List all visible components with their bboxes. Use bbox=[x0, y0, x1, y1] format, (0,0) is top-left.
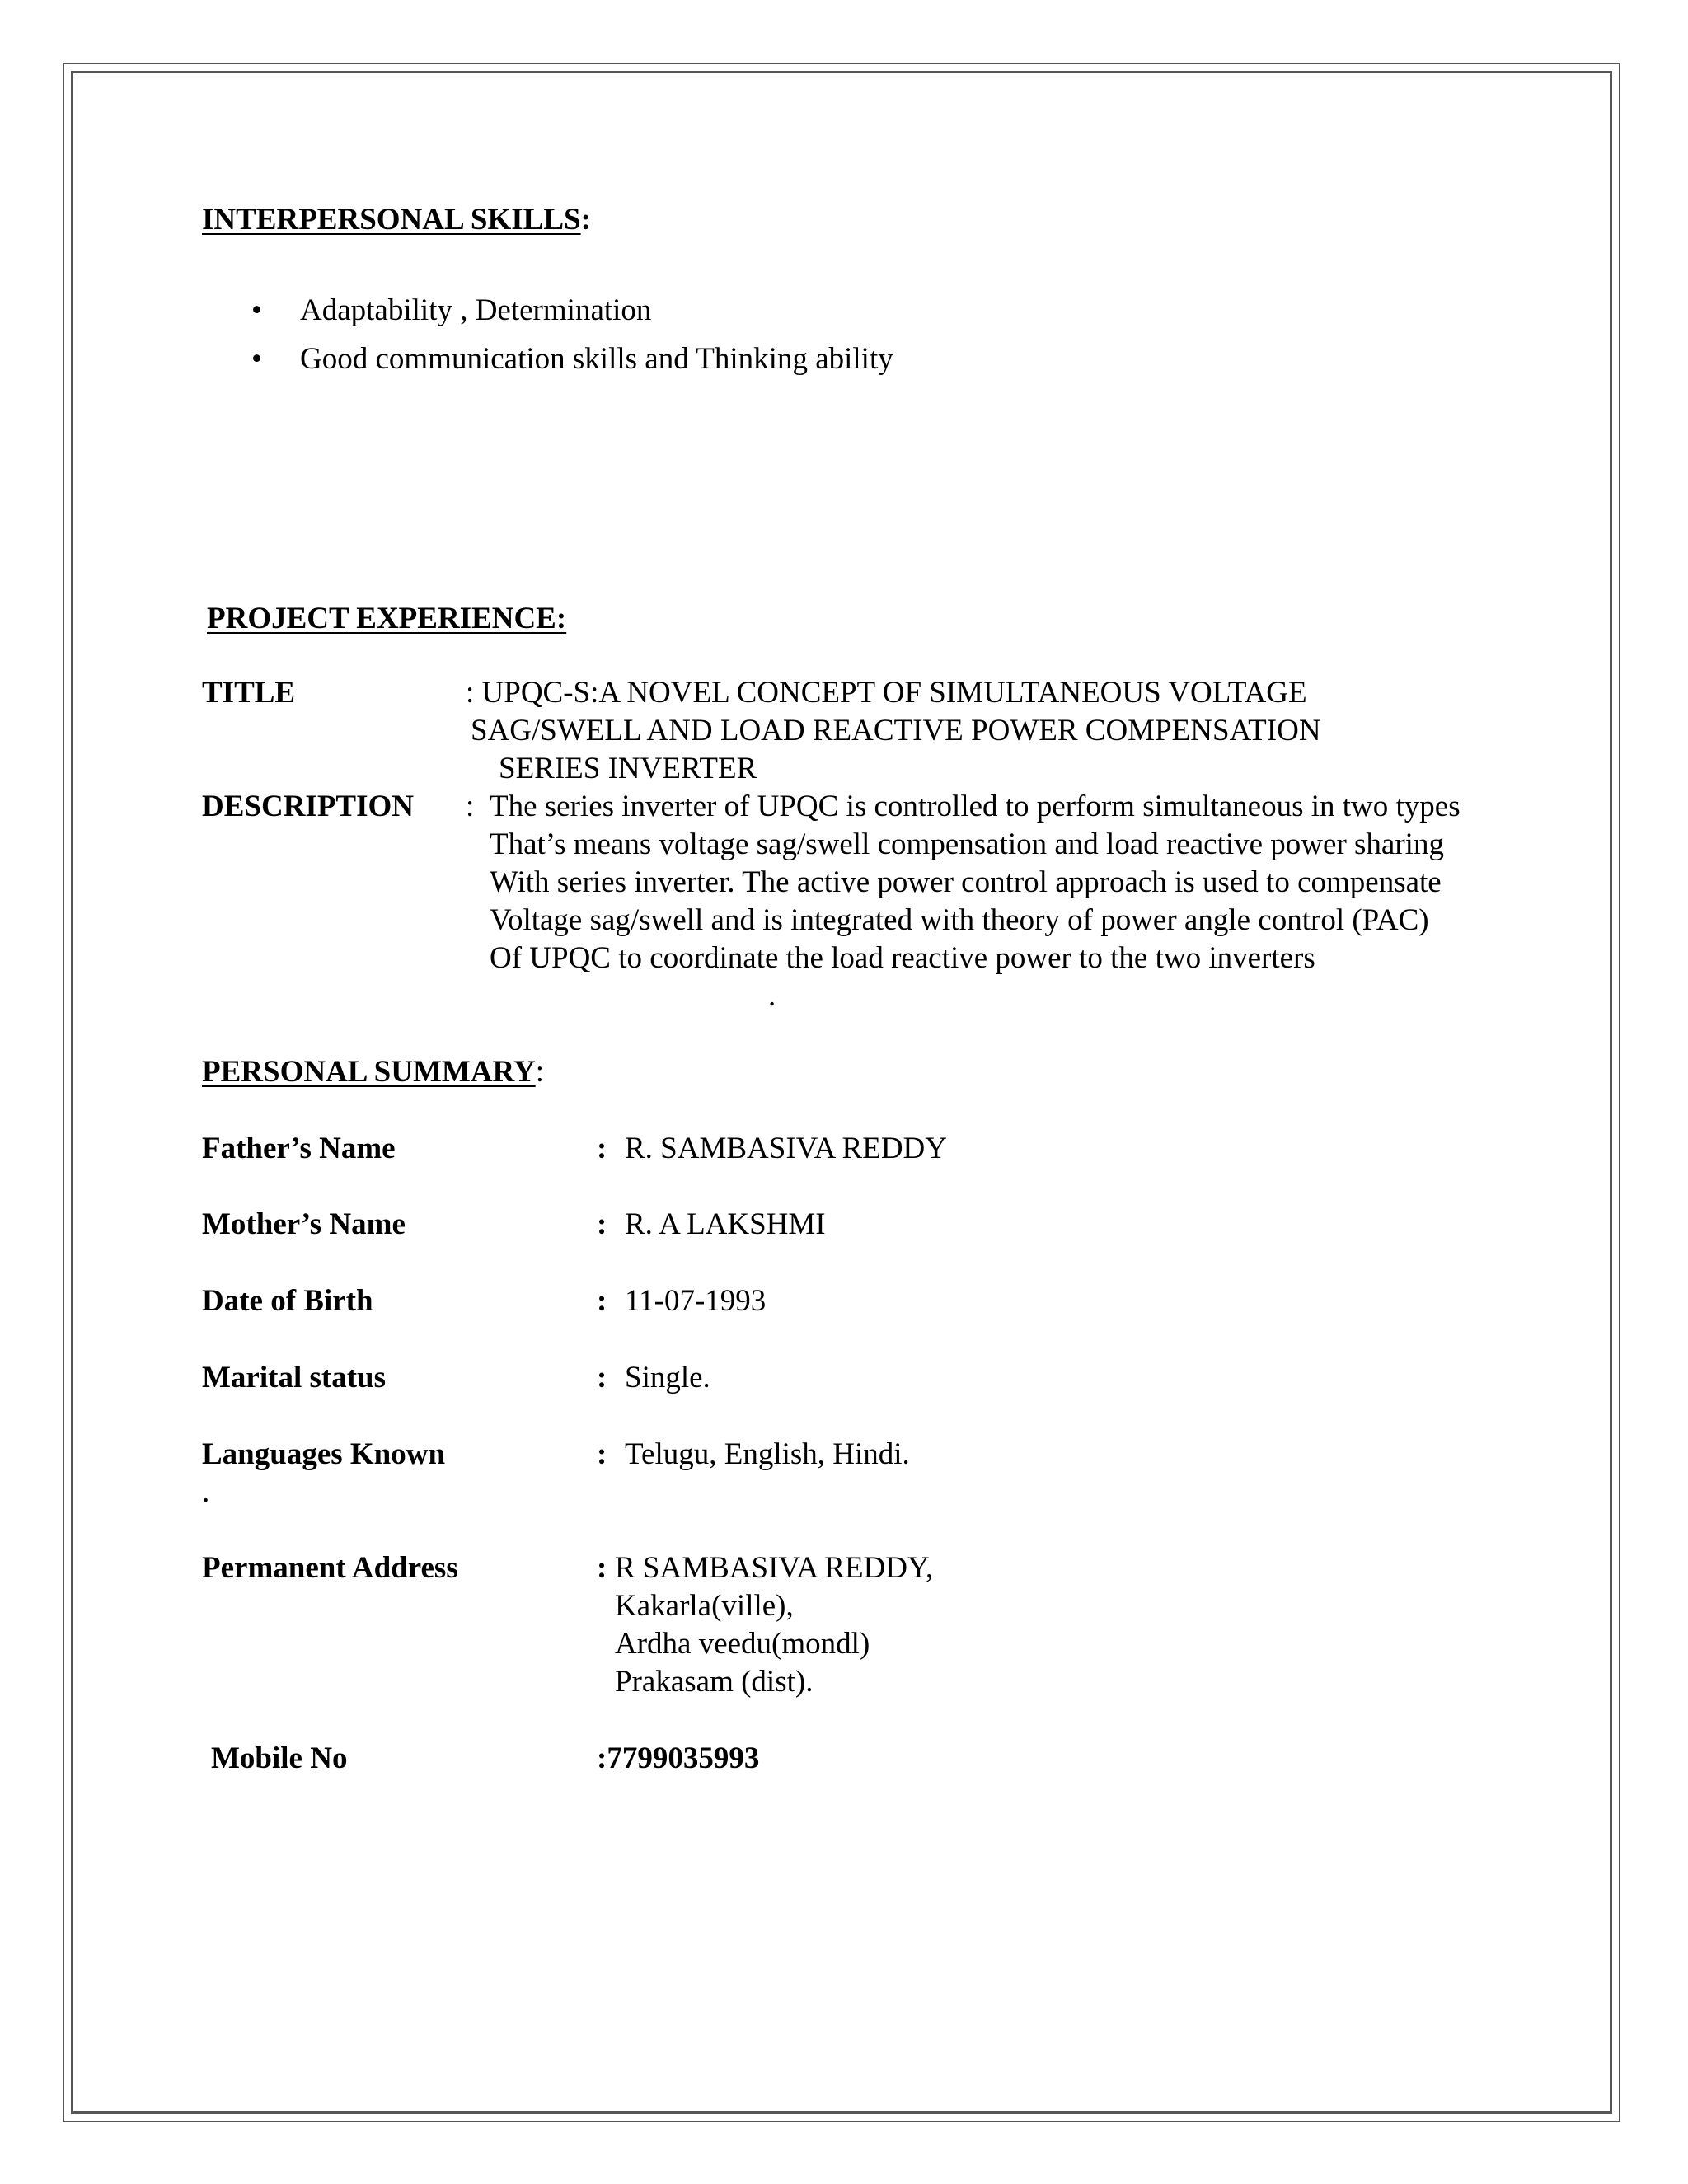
address-line: R SAMBASIVA REDDY, bbox=[615, 1551, 934, 1585]
field-colon: : bbox=[597, 1437, 607, 1471]
field-colon: : bbox=[597, 1284, 607, 1318]
mobile-no-value: :7799035993 bbox=[597, 1741, 760, 1775]
project-title-label: TITLE bbox=[202, 676, 296, 710]
project-description-line: Of UPQC to coordinate the load reactive power to the two inverters bbox=[490, 941, 1315, 975]
project-title-line: SERIES INVERTER bbox=[499, 752, 757, 785]
address-line: Prakasam (dist). bbox=[615, 1665, 814, 1699]
project-description-line: With series inverter. The active power control approach is used to compensate bbox=[490, 865, 1442, 899]
skill-item: Adaptability , Determination bbox=[300, 293, 652, 327]
bullet-icon: • bbox=[251, 293, 262, 327]
skill-item: Good communication skills and Thinking ability bbox=[300, 342, 893, 376]
languages-known-label: Languages Known bbox=[202, 1437, 446, 1471]
fathers-name-label: Father’s Name bbox=[202, 1132, 396, 1165]
personal-heading-colon: : bbox=[535, 1055, 544, 1089]
personal-heading-text: PERSONAL SUMMARY bbox=[202, 1055, 536, 1089]
project-title-line: : UPQC-S:A NOVEL CONCEPT OF SIMULTANEOUS VOLTAGE bbox=[466, 676, 1307, 710]
interpersonal-heading-text: INTERPERSONAL SKILLS bbox=[202, 203, 581, 237]
stray-dot: . bbox=[202, 1475, 210, 1509]
fathers-name-value: R. SAMBASIVA REDDY bbox=[625, 1132, 947, 1165]
project-description-line: That’s means voltage sag/swell compensation and load reactive power sharing bbox=[490, 827, 1444, 861]
personal-summary-heading bbox=[202, 1053, 544, 1091]
date-of-birth-label: Date of Birth bbox=[202, 1284, 373, 1318]
project-description-line: The series inverter of UPQC is controlled to perform simultaneous in two types bbox=[490, 790, 1461, 823]
interpersonal-heading-colon: : bbox=[580, 203, 591, 237]
project-description-label: DESCRIPTION bbox=[202, 790, 414, 823]
address-line: Ardha veedu(mondl) bbox=[615, 1627, 870, 1661]
field-colon: : bbox=[597, 1551, 607, 1585]
date-of-birth-value: 11-07-1993 bbox=[625, 1284, 767, 1318]
project-description-colon: : bbox=[466, 790, 475, 823]
field-colon: : bbox=[597, 1361, 607, 1394]
address-line: Kakarla(ville), bbox=[615, 1589, 794, 1623]
marital-status-label: Marital status bbox=[202, 1361, 386, 1394]
project-description-line: Voltage sag/swell and is integrated with theory of power angle control (PAC) bbox=[490, 903, 1429, 937]
project-trailing-dot: . bbox=[768, 979, 776, 1013]
interpersonal-skills-heading bbox=[202, 201, 591, 239]
bullet-icon: • bbox=[251, 342, 262, 376]
mobile-no-label: Mobile No bbox=[211, 1741, 348, 1775]
project-title-line: SAG/SWELL AND LOAD REACTIVE POWER COMPENSATION bbox=[471, 714, 1321, 748]
marital-status-value: Single. bbox=[625, 1361, 710, 1394]
languages-known-value: Telugu, English, Hindi. bbox=[625, 1437, 910, 1471]
field-colon: : bbox=[597, 1132, 607, 1165]
project-experience-heading: PROJECT EXPERIENCE: bbox=[207, 602, 567, 635]
mothers-name-value: R. A LAKSHMI bbox=[625, 1207, 826, 1241]
field-colon: : bbox=[597, 1207, 607, 1241]
permanent-address-label: Permanent Address bbox=[202, 1551, 458, 1585]
mothers-name-label: Mother’s Name bbox=[202, 1207, 406, 1241]
